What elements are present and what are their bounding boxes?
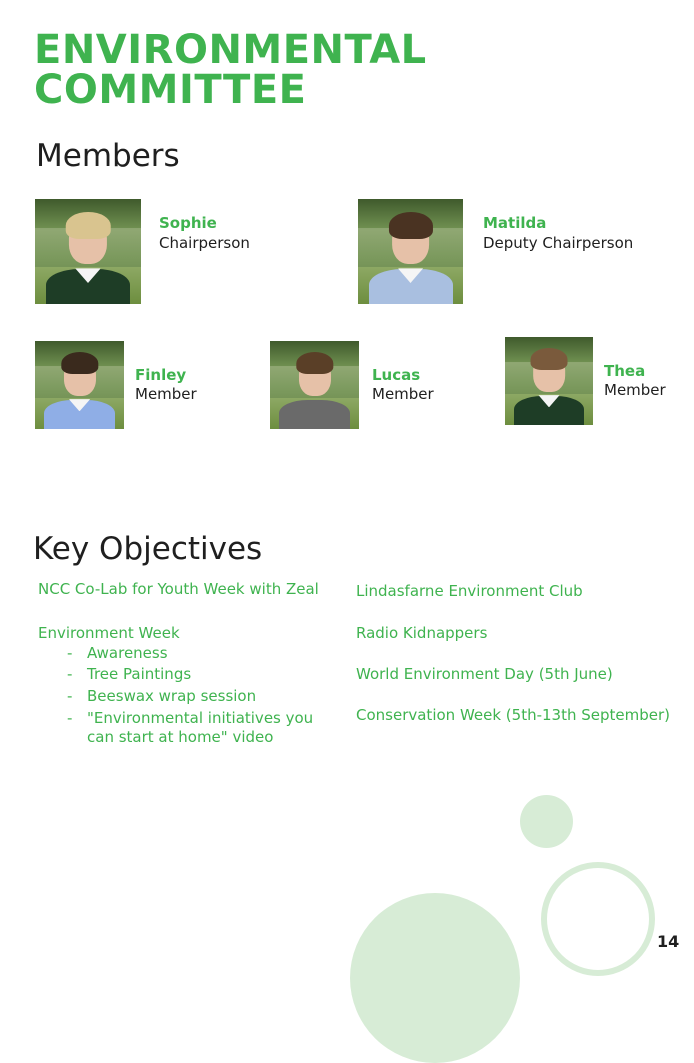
objective-item: Conservation Week (5th-13th September) <box>356 706 671 724</box>
member-role: Member <box>372 385 434 403</box>
list-dash: - <box>67 687 73 705</box>
page-title <box>34 27 427 113</box>
decorative-ring <box>541 862 655 976</box>
decorative-half-circle <box>350 893 520 1063</box>
objective-item: NCC Co-Lab for Youth Week with Zeal <box>38 580 319 598</box>
member-photo-lucas <box>270 341 359 429</box>
objective-item: World Environment Day (5th June) <box>356 665 613 683</box>
member-role: Chairperson <box>159 234 250 252</box>
member-name: Lucas <box>372 366 421 384</box>
objective-item: Lindasfarne Environment Club <box>356 582 583 600</box>
objective-sub-item: "Environmental initiatives you can start at home" video <box>87 709 314 746</box>
objective-item: Environment Week <box>38 624 180 642</box>
page-title-line-1: ENVIRONMENTAL <box>34 27 427 73</box>
objective-sub-item: Beeswax wrap session <box>87 687 257 705</box>
list-dash: - <box>67 644 73 662</box>
member-role: Member <box>604 381 666 399</box>
member-name: Matilda <box>483 214 547 232</box>
member-role: Member <box>135 385 197 403</box>
member-photo-sophie <box>35 199 141 304</box>
page-title-line-2: COMMITTEE <box>34 67 307 113</box>
member-photo-matilda <box>358 199 463 304</box>
member-name: Finley <box>135 366 187 384</box>
objective-sub-item: Tree Paintings <box>87 665 192 683</box>
member-role: Deputy Chairperson <box>483 234 634 252</box>
objective-sub-item: Awareness <box>87 644 168 662</box>
member-name: Sophie <box>159 214 217 232</box>
member-photo-finley <box>35 341 124 429</box>
page-number: 14 <box>657 932 680 951</box>
member-photo-thea <box>505 337 593 425</box>
list-dash: - <box>67 665 73 683</box>
members-heading: Members <box>36 138 180 174</box>
list-dash: - <box>67 709 73 727</box>
objectives-heading: Key Objectives <box>33 531 263 567</box>
objective-item: Radio Kidnappers <box>356 624 488 642</box>
decorative-circle <box>520 795 573 848</box>
member-name: Thea <box>604 362 646 380</box>
